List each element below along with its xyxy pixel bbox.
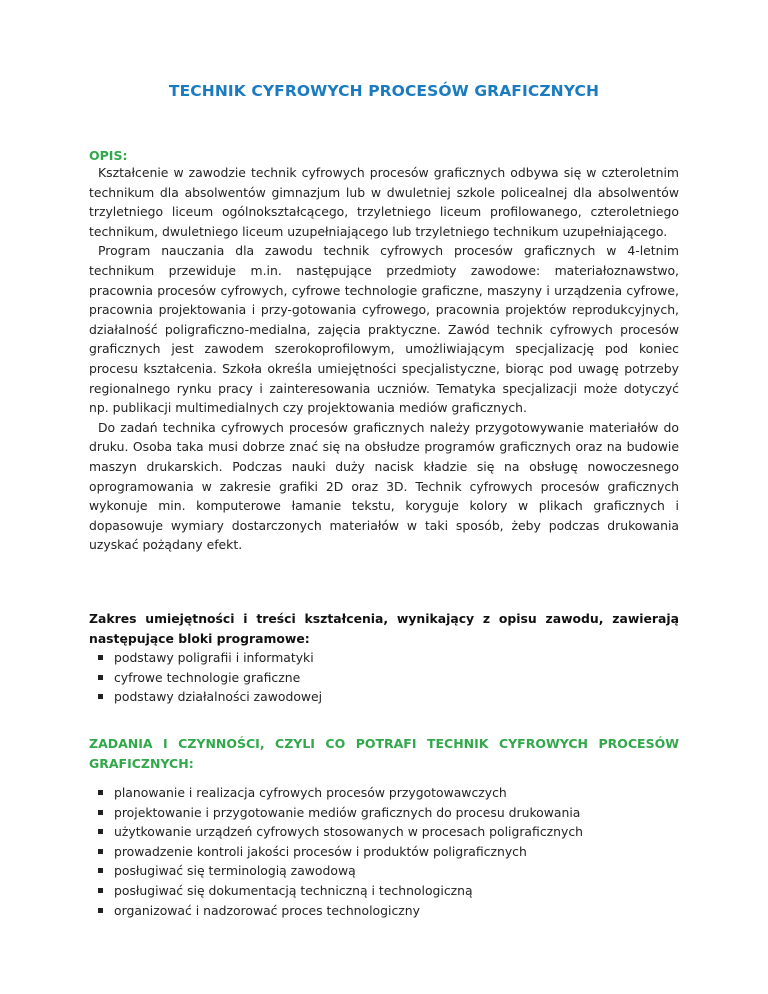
bullet-icon (98, 829, 103, 834)
list-item (98, 861, 679, 881)
description-heading: OPIS: (89, 148, 128, 163)
program-blocks-lead: Zakres umiejętności i treści kształcenia, wynikający z opisu zawodu, zawierają następujące bloki programowe: (89, 611, 679, 646)
document-title: TECHNIK CYFROWYCH PROCESÓW GRAFICZNYCH (168, 82, 600, 100)
bullet-icon (98, 655, 103, 660)
tasks-heading: ZADANIA I CZYNNOŚCI, CZYLI CO POTRAFI TECHNIK CYFROWYCH PROCESÓW GRAFICZNYCH: (89, 736, 679, 771)
list-item (98, 783, 679, 803)
description-section (89, 148, 679, 555)
bullet-icon (98, 790, 103, 795)
tasks-section (89, 734, 679, 920)
list-item-text: organizować i nadzorować proces technologiczny (114, 902, 420, 918)
list-item-text: prowadzenie kontroli jakości procesów i produktów poligraficznych (114, 843, 527, 859)
description-paragraph: Program nauczania dla zawodu technik cyfrowych procesów graficznych w 4-letnim technikum przewiduje m.in. następujące przedmioty zawodowe: materiałoznawstwo, pracownia procesów cyfrowych, cyfrowe technologie graficzne, maszyny i urządzenia cyfrowe, pracownia projektowania i przy-gotowania cyfrowego, pracownia projektów reprodukcyjnych, działalność poligraficzno-medialna, zajęcia praktyczne. Zawód technik cyfrowych procesów graficznych jest zawodem szerokoprofilowym, umożliwiającym specjalizację pod koniec procesu kształcenia. Szkoła określa umiejętności specjalistyczne, biorąc pod uwagę potrzeby regionalnego rynku pracy i zainteresowania uczniów. Tematyka specjalizacji może dotyczyć np. publikacji multimedialnych czy projektowania mediów graficznych. (89, 243, 679, 416)
bullet-icon (98, 810, 103, 815)
list-item-text: projektowanie i przygotowanie mediów graficznych do procesu drukowania (114, 804, 581, 820)
bullet-icon (98, 888, 103, 893)
list-item (98, 668, 679, 688)
list-item (98, 881, 679, 901)
bullet-icon (98, 849, 103, 854)
list-item-text: podstawy poligrafii i informatyki (114, 650, 314, 666)
program-blocks-section (89, 609, 679, 707)
list-item (98, 901, 679, 921)
list-item-text: podstawy działalności zawodowej (114, 689, 323, 705)
list-item-text: cyfrowe technologie graficzne (114, 669, 301, 685)
program-blocks-list (89, 648, 679, 707)
tasks-list (89, 783, 679, 920)
list-item-text: posługiwać się dokumentacją techniczną i technologiczną (114, 882, 473, 898)
bullet-icon (98, 908, 103, 913)
description-paragraph: Kształcenie w zawodzie technik cyfrowych procesów graficznych odbywa się w czteroletnim technikum dla absolwentów gimnazjum lub w dwuletniej szkole policealnej dla absolwentów trzyletniego liceum ogólnokształcącego, trzyletniego liceum profilowanego, czteroletniego technikum, dwuletniego liceum uzupełniającego lub trzyletniego technikum uzupełniającego. (89, 165, 679, 239)
bullet-icon (98, 675, 103, 680)
list-item (98, 803, 679, 823)
list-item (98, 687, 679, 707)
description-paragraph: Do zadań technika cyfrowych procesów graficznych należy przygotowywanie materiałów do druku. Osoba taka musi dobrze znać się na obsłudze programów graficznych oraz na budowie maszyn drukarskich. Podczas nauki duży nacisk kładzie się na obsługę nowoczesnego oprogramowania w zakresie grafiki 2D oraz 3D. Technik cyfrowych procesów graficznych wykonuje min. komputerowe łamanie tekstu, koryguje kolory w plikach graficznych i dopasowuje wymiary dostarczonych materiałów w taki sposób, żeby podczas drukowania uzyskać pożądany efekt. (89, 419, 679, 553)
list-item (98, 842, 679, 862)
list-item-text: posługiwać się terminologią zawodową (114, 863, 356, 879)
list-item-text: użytkowanie urządzeń cyfrowych stosowanych w procesach poligraficznych (114, 824, 583, 840)
bullet-icon (98, 868, 103, 873)
list-item (98, 822, 679, 842)
list-item (98, 648, 679, 668)
list-item-text: planowanie i realizacja cyfrowych procesów przygotowawczych (114, 785, 507, 800)
bullet-icon (98, 694, 103, 699)
